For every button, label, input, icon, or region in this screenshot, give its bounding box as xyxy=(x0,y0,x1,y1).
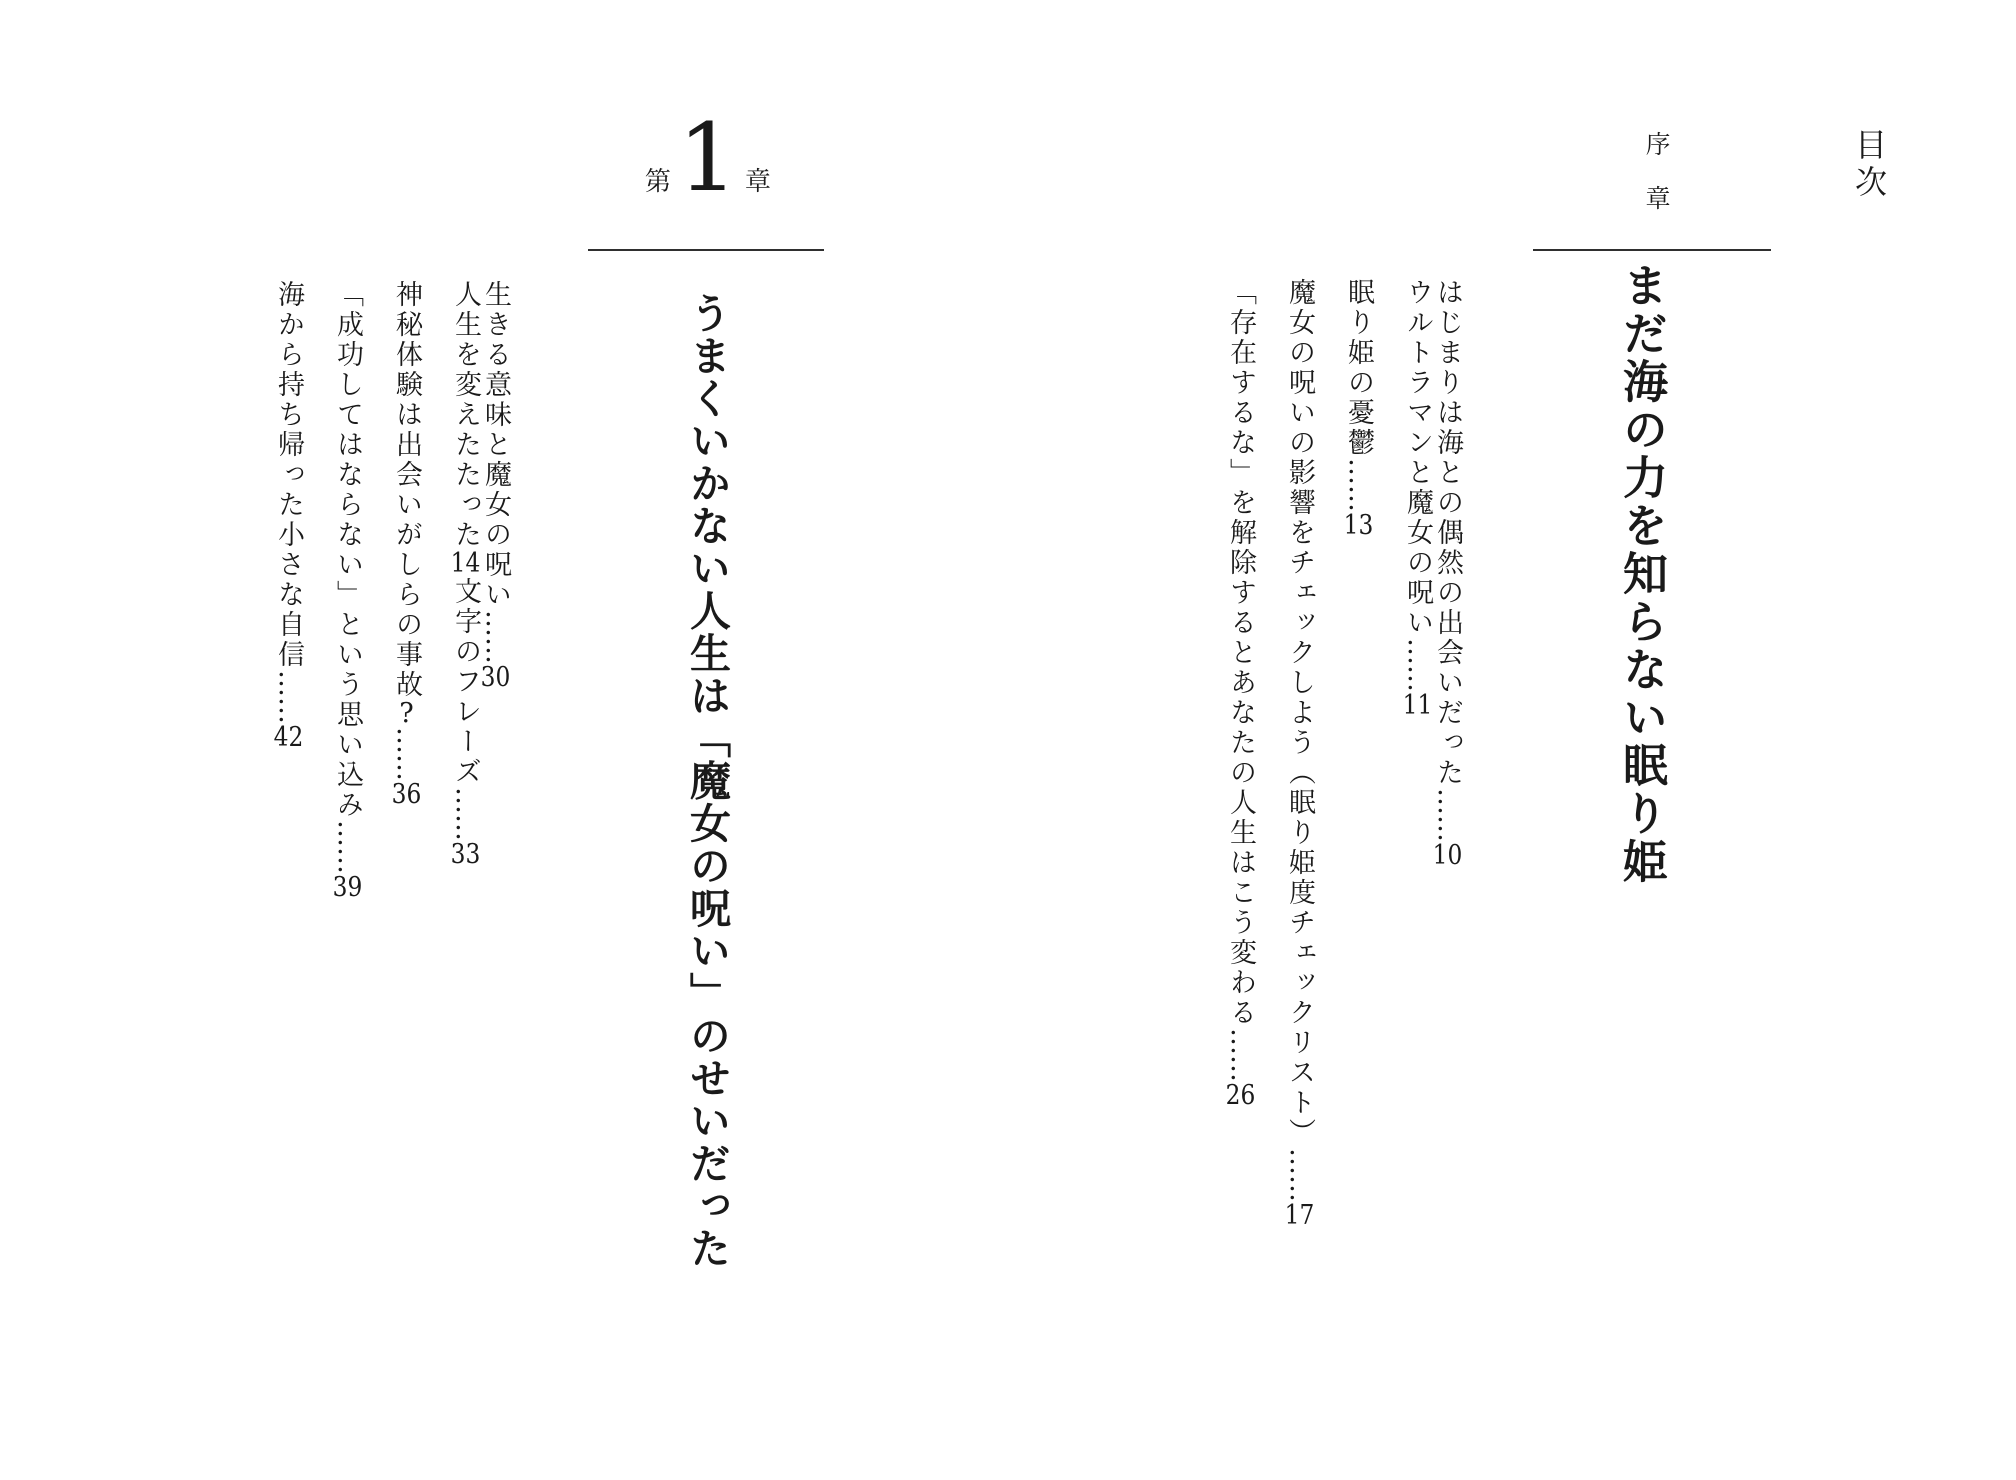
toc-entry xyxy=(1432,278,1462,1448)
toc-entry xyxy=(332,280,362,1300)
toc-leader-dots: …… xyxy=(1284,1148,1315,1202)
toc-entry xyxy=(1225,278,1255,1448)
chapter-title-1: うまくいかない人生は「魔女の呪い」のせいだった xyxy=(683,292,731,1270)
chapter-prefix: 第 xyxy=(645,167,672,197)
chapter-suffix: 章 xyxy=(744,167,771,197)
toc-page-number: 30 xyxy=(480,664,511,691)
toc-page-number: 13 xyxy=(1343,512,1374,539)
chapter-label-1 xyxy=(645,104,825,213)
toc-entry-tcy: ? xyxy=(399,700,414,727)
toc-entry-text: 海から持ち帰った小さな自信 xyxy=(273,280,304,670)
toc-entry-list-chapter1 xyxy=(244,280,510,1300)
toc-leader-dots: …… xyxy=(332,820,363,874)
toc-entry-text: 文字のフレーズ xyxy=(450,577,481,787)
toc-entry-text: 生きる意味と魔女の呪い xyxy=(480,280,511,610)
toc-leader-dots: …… xyxy=(1343,458,1374,512)
toc-page-number: 36 xyxy=(391,781,422,808)
chapter-label-prologue: 序章 xyxy=(1642,131,1671,239)
toc-entry xyxy=(480,280,510,1300)
toc-page-number: 11 xyxy=(1402,692,1433,719)
section-divider-rule xyxy=(1533,249,1771,251)
section-divider-rule xyxy=(588,249,824,251)
toc-heading: 目次 xyxy=(1850,128,1888,202)
toc-entry-text: 神秘体験は出会いがしらの事故 xyxy=(391,280,422,700)
toc-entry xyxy=(273,280,303,1300)
toc-entry-text: ウルトラマンと魔女の呪い xyxy=(1402,278,1433,638)
toc-page-number: 26 xyxy=(1225,1082,1256,1109)
toc-page-number: 10 xyxy=(1432,842,1463,869)
toc-leader-dots: …… xyxy=(1432,788,1463,842)
toc-page-number: 33 xyxy=(450,841,481,868)
toc-entry xyxy=(391,280,421,1300)
toc-entry-text: 人生を変えたたった xyxy=(450,280,481,550)
toc-leader-dots: …… xyxy=(450,787,481,841)
toc-leader-dots: …… xyxy=(391,727,422,781)
toc-page-number: 17 xyxy=(1284,1202,1315,1229)
toc-entry-text: 魔女の呪いの影響をチェックしよう（眠り姫度チェックリスト） xyxy=(1284,278,1315,1148)
chapter-title-prologue: まだ海の力を知らない眠り姫 xyxy=(1615,262,1668,886)
toc-entry-text: 「成功してはならない」という思い込み xyxy=(332,280,363,820)
toc-leader-dots: …… xyxy=(1225,1028,1256,1082)
chapter-number: 1 xyxy=(678,104,738,213)
toc-entry-text: 「存在するな」を解除するとあなたの人生はこう変わる xyxy=(1225,278,1256,1028)
toc-entry-text: はじまりは海との偶然の出会いだった xyxy=(1432,278,1463,788)
toc-entry-text: 眠り姫の憂鬱 xyxy=(1343,278,1374,458)
toc-entry-list-prologue xyxy=(1196,278,1462,1448)
toc-leader-dots: …… xyxy=(273,670,304,724)
toc-leader-dots: …… xyxy=(480,610,511,664)
toc-entry xyxy=(1284,278,1314,1448)
toc-leader-dots: …… xyxy=(1402,638,1433,692)
toc-entry-tcy: 14 xyxy=(450,550,481,577)
toc-entry xyxy=(1402,278,1432,1448)
toc-page-number: 39 xyxy=(332,874,363,901)
toc-entry xyxy=(450,280,480,1300)
toc-entry xyxy=(1343,278,1373,1448)
toc-page-number: 42 xyxy=(273,724,304,751)
